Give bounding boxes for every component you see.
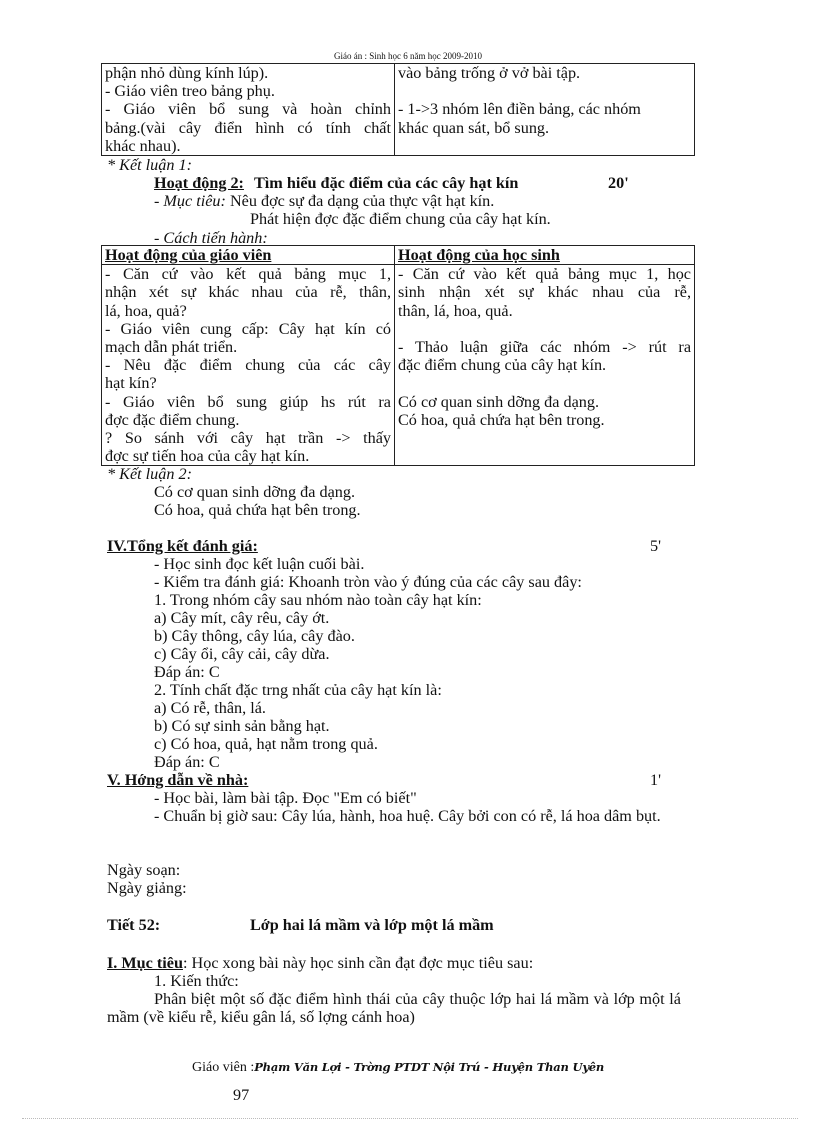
knowledge-paragraph-line-2: mầm (về kiểu rễ, kiểu gân lá, số lợng cánh hoa) bbox=[107, 1008, 415, 1026]
cell-line: phận nhỏ dùng kính lúp). bbox=[105, 64, 269, 82]
activity-2-prefix: Hoạt động 2: bbox=[154, 174, 244, 192]
teacher-name: Phạm Văn Lợi - Trờng PTDT Nội Trú - Huyện Than Uyên bbox=[254, 1060, 605, 1074]
student-column-header: Hoạt động của học sinh bbox=[395, 246, 695, 265]
teacher-column-header: Hoạt động của giáo viên bbox=[102, 246, 395, 265]
activity-2-heading bbox=[154, 174, 629, 192]
section-4-line: - Kiểm tra đánh giá: Khoanh tròn vào ý đúng của các cây sau đây: bbox=[154, 573, 582, 591]
cell-line: - Giáo viên treo bảng phụ. bbox=[105, 82, 275, 101]
cell-line: - Giáo viên bổ sung và hoàn chỉnh bbox=[105, 100, 391, 119]
method-label: - Cách tiến hành: bbox=[154, 229, 268, 247]
teacher-activity-cell bbox=[102, 64, 395, 156]
cell-line: đợc sự tiến hoa của cây hạt kín. bbox=[105, 447, 310, 466]
objective-label: - Mục tiêu: bbox=[154, 192, 226, 210]
objective-line-2: Phát hiện đợc đặc điểm chung của cây hạt kín. bbox=[250, 210, 551, 228]
section-5-title: V. Hớng dẫn về nhà: bbox=[107, 771, 249, 789]
section-5-line: - Học bài, làm bài tập. Đọc "Em có biết" bbox=[154, 789, 417, 807]
section-4-line: c) Có hoa, quả, hạt nằm trong quả. bbox=[154, 735, 378, 753]
cell-line: - Giáo viên bổ sung giúp hs rút ra bbox=[105, 392, 391, 411]
section-4-line: c) Cây ổi, cây cải, cây dừa. bbox=[154, 645, 330, 663]
table-header-row bbox=[102, 246, 695, 265]
cell-line: - Thảo luận giữa các nhóm -> rút ra bbox=[398, 338, 691, 357]
cell-line: vào bảng trống ở vở bài tập. bbox=[398, 64, 581, 82]
cell-line: nhận xét sự khác nhau của rễ, thân, bbox=[105, 283, 391, 302]
knowledge-paragraph-line-1: Phân biệt một số đặc điểm hình thái của cây thuộc lớp hai lá mầm và lớp một lá bbox=[154, 990, 681, 1008]
section-4-line: b) Cây thông, cây lúa, cây đào. bbox=[154, 627, 355, 645]
lesson-title: Lớp hai lá mầm và lớp một lá mầm bbox=[250, 916, 494, 934]
date-taught: Ngày giảng: bbox=[107, 879, 187, 897]
section-4-time: 5' bbox=[650, 537, 662, 555]
cell-line: khác quan sát, bổ sung. bbox=[398, 118, 550, 137]
cell-line: đặc điểm chung của cây hạt kín. bbox=[398, 356, 607, 375]
cell-line: thân, lá, hoa, quả. bbox=[398, 301, 513, 320]
conclusion-2-line-1: Có cơ quan sinh dỡng đa dạng. bbox=[154, 483, 356, 501]
cell-line: - Nêu đặc điểm chung của các cây bbox=[105, 356, 391, 375]
student-activity-cell bbox=[395, 64, 695, 156]
section-5-line: - Chuẩn bị giờ sau: Cây lúa, hành, hoa huệ. Cây bởi con có rễ, lá hoa dâm bụt. bbox=[154, 807, 661, 825]
activity-2-title: Tìm hiểu đặc điểm của các cây hạt kín bbox=[254, 174, 519, 192]
section-5-time: 1' bbox=[650, 771, 662, 789]
section-4-line: - Học sinh đọc kết luận cuối bài. bbox=[154, 555, 365, 573]
cell-line: hạt kín? bbox=[105, 374, 157, 393]
cell-line: ? So sánh với cây hạt trần -> thấy bbox=[105, 429, 391, 448]
teacher-footer bbox=[192, 1058, 604, 1077]
teacher-activity-cell bbox=[102, 265, 395, 466]
cell-line: mạch dẫn phát triển. bbox=[105, 338, 238, 357]
section-4-line: Đáp án: C bbox=[154, 663, 220, 681]
cell-line: Có cơ quan sinh dỡng đa dạng. bbox=[398, 392, 600, 411]
cell-line: bảng.(vài cây điển hình có tính chất bbox=[105, 118, 391, 137]
conclusion-1-label: * Kết luận 1: bbox=[107, 156, 192, 174]
conclusion-2-line-2: Có hoa, quả chứa hạt bên trong. bbox=[154, 501, 361, 519]
section-4-line: b) Có sự sinh sản bằng hạt. bbox=[154, 717, 330, 735]
conclusion-2-label: * Kết luận 2: bbox=[107, 465, 192, 483]
section-4-line: a) Cây mít, cây rêu, cây ớt. bbox=[154, 609, 330, 627]
section-4-line: 2. Tính chất đặc trng nhất của cây hạt kín là: bbox=[154, 681, 442, 699]
cell-line bbox=[398, 82, 691, 100]
activity-table-2 bbox=[101, 245, 695, 466]
cell-line bbox=[398, 320, 691, 338]
cell-line: Có hoa, quả chứa hạt bên trong. bbox=[398, 410, 605, 429]
date-prepared: Ngày soạn: bbox=[107, 861, 181, 879]
cell-line: sinh nhận xét sự khác nhau của rễ, bbox=[398, 283, 691, 302]
cell-line: - Căn cứ vào kết quả bảng mục 1, bbox=[105, 265, 391, 284]
cell-line: đợc đặc điểm chung. bbox=[105, 410, 240, 429]
objective-text-1: Nêu đợc sự đa dạng của thực vật hạt kín. bbox=[229, 192, 495, 210]
student-activity-cell bbox=[395, 265, 695, 466]
footer-divider bbox=[22, 1118, 798, 1119]
cell-line: - 1->3 nhóm lên điền bảng, các nhóm bbox=[398, 100, 641, 119]
cell-line: - Căn cứ vào kết quả bảng mục 1, học bbox=[398, 265, 691, 284]
activity-2-time: 20' bbox=[608, 174, 629, 192]
page-number: 97 bbox=[233, 1086, 250, 1104]
activity-table-1 bbox=[101, 63, 695, 156]
section-1-intro: : Học xong bài này học sinh cần đạt đợc mục tiêu sau: bbox=[182, 954, 534, 972]
section-4-line: Đáp án: C bbox=[154, 753, 220, 771]
cell-line: - Giáo viên cung cấp: Cây hạt kín có bbox=[105, 319, 391, 338]
section-1-heading bbox=[107, 954, 533, 972]
lesson-number: Tiết 52: bbox=[107, 916, 161, 934]
section-1-title: I. Mục tiêu bbox=[107, 954, 183, 972]
table-row bbox=[102, 64, 695, 156]
knowledge-subheading: 1. Kiến thức: bbox=[154, 972, 239, 990]
cell-line: khác nhau). bbox=[105, 136, 181, 155]
section-4-line: 1. Trong nhóm cây sau nhóm nào toàn cây hạt kín: bbox=[154, 591, 482, 609]
section-4-title: IV.Tổng kết đánh giá: bbox=[107, 537, 258, 555]
teacher-label: Giáo viên : bbox=[192, 1060, 255, 1075]
table-row bbox=[102, 265, 695, 466]
cell-line: lá, hoa, quả? bbox=[105, 301, 187, 320]
running-header: Giáo án : Sinh học 6 năm học 2009-2010 bbox=[334, 51, 482, 61]
objective-line-1 bbox=[154, 192, 494, 210]
section-4-line: a) Có rễ, thân, lá. bbox=[154, 699, 266, 717]
cell-line bbox=[398, 374, 691, 392]
